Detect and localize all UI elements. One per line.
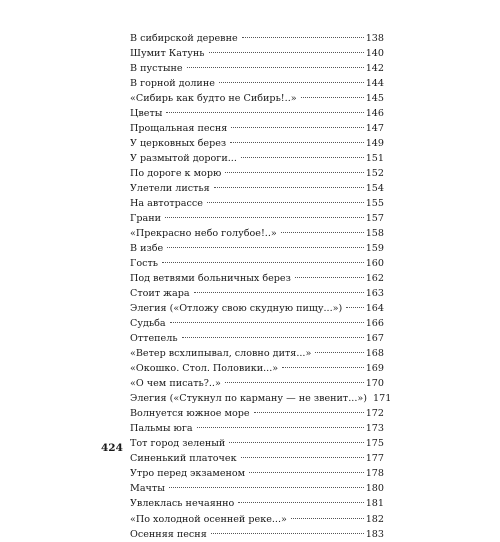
toc-entry	[130, 211, 384, 226]
dot-leader	[209, 51, 364, 53]
toc-entry	[130, 286, 384, 301]
toc-entry-page: 147	[365, 123, 384, 135]
toc-entry	[130, 451, 384, 466]
toc-entry-page: 170	[365, 378, 384, 390]
table-of-contents	[130, 31, 392, 542]
toc-entry-title: «Прекрасно небо голубое!..»	[130, 226, 279, 241]
toc-entry-title: Под ветвями больничных берез	[130, 271, 293, 286]
toc-entry	[130, 346, 384, 361]
toc-entry-title: «По холодной осенней реке...»	[130, 512, 289, 527]
toc-entry	[130, 481, 384, 496]
toc-entry-page: 167	[365, 333, 384, 345]
toc-entry-title: По дороге к морю	[130, 166, 223, 181]
toc-entry-page: 173	[365, 423, 384, 435]
toc-entry-title: Тот город зеленый	[130, 436, 227, 451]
toc-entry-page: 166	[365, 318, 384, 330]
toc-entry-page: 151	[365, 153, 384, 165]
dot-leader	[166, 111, 363, 113]
dot-leader	[167, 246, 364, 248]
toc-entry-title: В горной долине	[130, 76, 217, 91]
toc-entry-title: Осенняя песня	[130, 527, 209, 542]
dot-leader	[346, 306, 363, 308]
page-number: 424	[101, 442, 123, 454]
toc-entry-title: В пустыне	[130, 61, 185, 76]
toc-entry-title: Увлеклась нечаянно	[130, 496, 236, 511]
toc-entry-page: 144	[365, 78, 384, 90]
toc-entry	[130, 301, 384, 316]
toc-entry	[130, 226, 384, 241]
dot-leader	[281, 231, 364, 233]
toc-entry-title: Шумит Катунь	[130, 46, 207, 61]
dot-leader	[301, 96, 364, 98]
dot-leader	[214, 186, 364, 188]
toc-entry-title: В избе	[130, 241, 165, 256]
toc-entry-title: Стоит жара	[130, 286, 192, 301]
dot-leader	[169, 486, 364, 488]
toc-entry-title: Синенький платочек	[130, 451, 239, 466]
toc-entry	[130, 76, 384, 91]
toc-entry-title: У размытой дороги...	[130, 151, 239, 166]
dot-leader	[207, 201, 364, 203]
toc-entry-page: 168	[365, 348, 384, 360]
dot-leader	[170, 321, 364, 323]
toc-entry-page: 142	[365, 63, 384, 75]
toc-entry-page: 160	[365, 258, 384, 270]
toc-entry-page: 162	[365, 273, 384, 285]
toc-entry	[130, 166, 384, 181]
toc-entry	[130, 256, 384, 271]
dot-leader	[229, 441, 363, 443]
dot-leader	[291, 517, 364, 519]
toc-entry	[130, 106, 384, 121]
toc-entry-title: Грани	[130, 211, 163, 226]
toc-entry-page: 181	[365, 498, 384, 510]
toc-entry	[130, 527, 384, 542]
toc-entry-page: 159	[365, 243, 384, 255]
toc-entry	[130, 31, 384, 46]
toc-entry-title: Утро перед экзаменом	[130, 466, 247, 481]
toc-entry	[130, 136, 384, 151]
toc-entry-page: 175	[365, 438, 384, 450]
dot-leader	[282, 366, 364, 368]
dot-leader	[254, 411, 364, 413]
toc-entry	[130, 436, 384, 451]
toc-entry	[130, 271, 384, 286]
toc-entry-page: 163	[365, 288, 384, 300]
toc-entry-title: Элегия («Стукнул по карману — не звенит...»)	[130, 391, 369, 406]
toc-entry-page: 145	[365, 93, 384, 105]
toc-entry-page: 180	[365, 483, 384, 495]
toc-entry-page: 157	[365, 213, 384, 225]
toc-entry	[130, 181, 384, 196]
toc-entry	[130, 391, 392, 406]
toc-entry-title: Оттепель	[130, 331, 180, 346]
toc-entry-title: Мачты	[130, 481, 167, 496]
dot-leader	[225, 171, 363, 173]
toc-entry	[130, 196, 384, 211]
dot-leader	[249, 471, 364, 473]
toc-entry	[130, 361, 384, 376]
toc-entry	[130, 376, 384, 391]
dot-leader	[211, 532, 364, 534]
toc-entry-title: «Ветер всхлипывал, словно дитя...»	[130, 346, 313, 361]
dot-leader	[194, 291, 364, 293]
dot-leader	[242, 36, 364, 38]
toc-entry-page: 182	[365, 513, 384, 525]
toc-entry	[130, 91, 384, 106]
toc-entry-page: 149	[365, 138, 384, 150]
toc-entry	[130, 421, 384, 436]
toc-entry	[130, 241, 384, 256]
toc-entry-title: Прощальная песня	[130, 121, 229, 136]
dot-leader	[162, 261, 364, 263]
toc-entry-page: 183	[365, 528, 384, 540]
toc-entry	[130, 496, 384, 511]
dot-leader	[241, 156, 364, 158]
toc-entry-title: Волнуется южное море	[130, 406, 252, 421]
toc-entry-title: На автотрассе	[130, 196, 205, 211]
toc-entry	[130, 316, 384, 331]
toc-entry	[130, 151, 384, 166]
toc-entry-title: Пальмы юга	[130, 421, 195, 436]
toc-entry	[130, 466, 384, 481]
toc-entry	[130, 61, 384, 76]
toc-entry-page: 177	[365, 453, 384, 465]
dot-leader	[197, 426, 364, 428]
toc-entry-page: 138	[365, 33, 384, 44]
toc-entry-title: «Окошко. Стол. Половики...»	[130, 361, 280, 376]
toc-entry	[130, 331, 384, 346]
toc-entry-title: В сибирской деревне	[130, 31, 240, 46]
toc-entry-page: 146	[365, 108, 384, 120]
toc-entry	[130, 512, 384, 527]
dot-leader	[238, 501, 363, 503]
dot-leader	[225, 381, 364, 383]
dot-leader	[165, 216, 364, 218]
dot-leader	[315, 351, 363, 353]
toc-entry	[130, 121, 384, 136]
dot-leader	[231, 126, 363, 128]
dot-leader	[295, 276, 364, 278]
dot-leader	[219, 81, 364, 83]
toc-entry	[130, 406, 384, 421]
toc-entry-page: 164	[365, 303, 384, 315]
toc-entry-page: 169	[365, 363, 384, 375]
toc-entry-title: «Сибирь как будто не Сибирь!..»	[130, 91, 299, 106]
toc-entry-page: 158	[365, 228, 384, 240]
toc-entry-page: 154	[365, 183, 384, 195]
toc-entry-title: Судьба	[130, 316, 168, 331]
toc-entry-page: 155	[365, 198, 384, 210]
dot-leader	[230, 141, 364, 143]
toc-entry-title: Гость	[130, 256, 160, 271]
toc-entry-page: 152	[365, 168, 384, 180]
toc-entry-title: Цветы	[130, 106, 164, 121]
toc-entry	[130, 46, 384, 61]
toc-entry-title: У церковных берез	[130, 136, 228, 151]
toc-entry-title: Элегия («Отложу свою скудную пищу...»)	[130, 301, 344, 316]
dot-leader	[187, 66, 364, 68]
dot-leader	[241, 456, 364, 458]
toc-entry-title: Улетели листья	[130, 181, 212, 196]
dot-leader	[182, 336, 364, 338]
toc-entry-page: 172	[365, 408, 384, 420]
toc-entry-title: «О чем писать?..»	[130, 376, 223, 391]
toc-entry-page: 171	[373, 393, 392, 405]
toc-entry-page: 178	[365, 468, 384, 480]
toc-entry-page: 140	[365, 48, 384, 60]
